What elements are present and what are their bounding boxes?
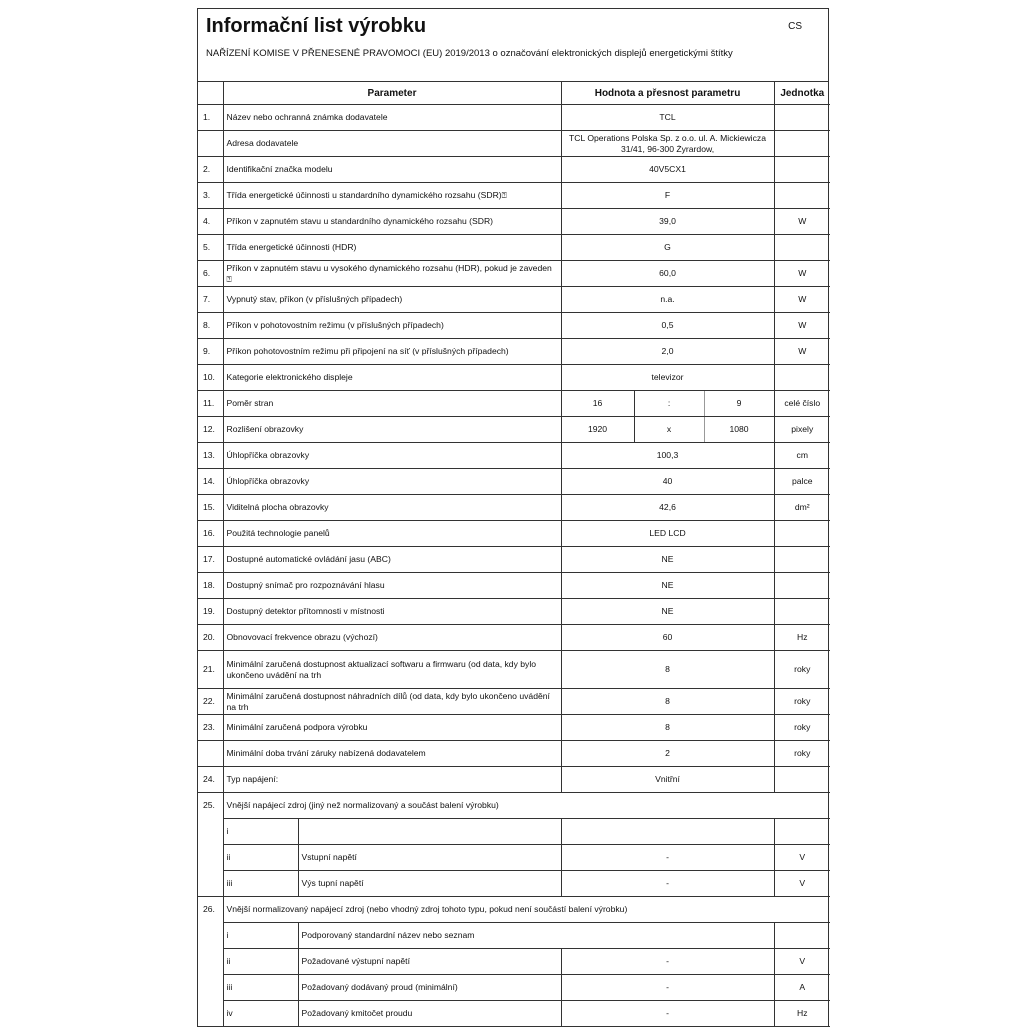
row-number: 12. [198, 417, 223, 443]
value-part: : [634, 391, 704, 417]
unit: roky [774, 651, 830, 689]
row-number: 13. [198, 443, 223, 469]
sub-row-value: - [561, 845, 774, 871]
table-row [198, 157, 830, 183]
group-header-row [198, 897, 830, 923]
unit: W [774, 261, 830, 287]
parameter-value: NE [561, 599, 774, 625]
row-number: 25. [198, 793, 223, 897]
table-row [198, 689, 830, 715]
parameter-label: Identifikační značka modelu [223, 157, 561, 183]
sub-row [198, 975, 830, 1001]
unit [774, 547, 830, 573]
table-row [198, 469, 830, 495]
row-number: 4. [198, 209, 223, 235]
unit-header: Jednotka [774, 82, 830, 105]
table-row [198, 339, 830, 365]
parameter-table [198, 82, 830, 1027]
row-number: 19. [198, 599, 223, 625]
unit [774, 521, 830, 547]
row-number: 17. [198, 547, 223, 573]
unit: A [774, 975, 830, 1001]
parameter-value: 100,3 [561, 443, 774, 469]
language-code: CS [788, 21, 802, 32]
parameter-label: Použitá technologie panelů [223, 521, 561, 547]
regulation-subtitle: NAŘÍZENÍ KOMISE V PŘENESENÉ PRAVOMOCI (EU) 2019/2013 o označování elektronických displejů energetickými štítky [206, 48, 733, 59]
row-number: 20. [198, 625, 223, 651]
sub-row [198, 819, 830, 845]
table-row [198, 105, 830, 131]
parameter-value: Vnitřní [561, 767, 774, 793]
parameter-label: Obnovovací frekvence obrazu (výchozí) [223, 625, 561, 651]
sub-row-numeral: iii [223, 975, 298, 1001]
parameter-value: NE [561, 547, 774, 573]
sub-row-value: - [561, 949, 774, 975]
parameter-value: NE [561, 573, 774, 599]
parameter-value: 8 [561, 715, 774, 741]
unit [774, 157, 830, 183]
row-number: 21. [198, 651, 223, 689]
value-part: 9 [704, 391, 774, 417]
row-number [198, 131, 223, 157]
value-header: Hodnota a přesnost parametru [561, 82, 774, 105]
sheet-header [198, 9, 828, 82]
unit: V [774, 845, 830, 871]
parameter-label: Třída energetické účinnosti u standardního dynamického rozsahu (SDR)⍰ [223, 183, 561, 209]
table-row [198, 391, 830, 417]
parameter-label: Poměr stran [223, 391, 561, 417]
parameter-label: Minimální zaručená dostupnost aktualizací softwaru a firmwaru (od data, kdy bylo ukončeno uvádění na trh [223, 651, 561, 689]
table-row [198, 741, 830, 767]
sub-row-value: - [561, 1001, 774, 1027]
sub-row-value: - [561, 975, 774, 1001]
sub-row-label: Požadovaný dodávaný proud (minimální) [298, 975, 561, 1001]
parameter-label: Název nebo ochranná známka dodavatele [223, 105, 561, 131]
row-number: 24. [198, 767, 223, 793]
row-number: 10. [198, 365, 223, 391]
unit: W [774, 339, 830, 365]
table-row [198, 625, 830, 651]
unit: Hz [774, 625, 830, 651]
parameter-label: Rozlišení obrazovky [223, 417, 561, 443]
table-row [198, 131, 830, 157]
parameter-value: 40V5CX1 [561, 157, 774, 183]
parameter-label: Úhlopříčka obrazovky [223, 443, 561, 469]
table-row [198, 547, 830, 573]
sub-row-numeral: i [223, 923, 298, 949]
unit: pixely [774, 417, 830, 443]
parameter-value: LED LCD [561, 521, 774, 547]
sub-row-numeral: ii [223, 845, 298, 871]
unit: V [774, 949, 830, 975]
sub-row-numeral: i [223, 819, 298, 845]
unit: celé číslo [774, 391, 830, 417]
unit: cm [774, 443, 830, 469]
sub-row [198, 1001, 830, 1027]
sub-row-numeral: iii [223, 871, 298, 897]
parameter-value: 2 [561, 741, 774, 767]
table-row [198, 715, 830, 741]
table-row [198, 287, 830, 313]
sub-row-numeral: iv [223, 1001, 298, 1027]
value-part: 1920 [561, 417, 634, 443]
value-part: x [634, 417, 704, 443]
parameter-value: 60 [561, 625, 774, 651]
sub-row-label: Podporovaný standardní název nebo seznam [298, 923, 774, 949]
sub-row [198, 845, 830, 871]
parameter-label: Úhlopříčka obrazovky [223, 469, 561, 495]
unit [774, 183, 830, 209]
unit: Hz [774, 1001, 830, 1027]
parameter-label: Minimální zaručená podpora výrobku [223, 715, 561, 741]
unit [774, 365, 830, 391]
value-part: 16 [561, 391, 634, 417]
row-number [198, 741, 223, 767]
group-label: Vnější normalizovaný napájecí zdroj (nebo vhodný zdroj tohoto typu, pokud není součástí balení výrobku) [223, 897, 830, 923]
unit [774, 573, 830, 599]
parameter-label: Třída energetické účinnosti (HDR) [223, 235, 561, 261]
table-row [198, 313, 830, 339]
table-row [198, 767, 830, 793]
unit [774, 599, 830, 625]
parameter-value: G [561, 235, 774, 261]
unit: roky [774, 689, 830, 715]
parameter-value: 40 [561, 469, 774, 495]
sub-row-value: - [561, 871, 774, 897]
table-row [198, 651, 830, 689]
unit [774, 923, 830, 949]
unit: V [774, 871, 830, 897]
unit: roky [774, 741, 830, 767]
sub-row [198, 871, 830, 897]
product-information-sheet [197, 8, 829, 1027]
parameter-label: Dostupný detektor přítomnosti v místnosti [223, 599, 561, 625]
table-row [198, 443, 830, 469]
parameter-value: 0,5 [561, 313, 774, 339]
parameter-value: 2,0 [561, 339, 774, 365]
parameter-label: Dostupný snímač pro rozpoznávání hlasu [223, 573, 561, 599]
row-number: 16. [198, 521, 223, 547]
table-header-row [198, 82, 830, 105]
sub-row [198, 923, 830, 949]
sub-row-numeral: ii [223, 949, 298, 975]
parameter-value: 8 [561, 651, 774, 689]
table-row [198, 495, 830, 521]
row-number: 8. [198, 313, 223, 339]
parameter-label: Příkon v zapnutém stavu u standardního dynamického rozsahu (SDR) [223, 209, 561, 235]
row-number: 15. [198, 495, 223, 521]
unit: W [774, 209, 830, 235]
row-number: 9. [198, 339, 223, 365]
parameter-value: 60,0 [561, 261, 774, 287]
parameter-label: Příkon v zapnutém stavu u vysokého dynamického rozsahu (HDR), pokud je zaveden ⍰ [223, 261, 561, 287]
table-row [198, 365, 830, 391]
row-number: 26. [198, 897, 223, 1027]
table-row [198, 417, 830, 443]
parameter-value: 8 [561, 689, 774, 715]
parameter-label: Typ napájení: [223, 767, 561, 793]
parameter-label: Příkon v pohotovostním režimu (v příslušných případech) [223, 313, 561, 339]
parameter-label: Viditelná plocha obrazovky [223, 495, 561, 521]
row-number: 6. [198, 261, 223, 287]
table-row [198, 235, 830, 261]
parameter-header: Parameter [223, 82, 561, 105]
parameter-label: Dostupné automatické ovládání jasu (ABC) [223, 547, 561, 573]
sub-row-label [298, 819, 561, 845]
row-number: 2. [198, 157, 223, 183]
row-number: 3. [198, 183, 223, 209]
group-label: Vnější napájecí zdroj (jiný než normalizovaný a součást balení výrobku) [223, 793, 830, 819]
row-number: 14. [198, 469, 223, 495]
table-row [198, 599, 830, 625]
sub-row-label: Požadované výstupní napětí [298, 949, 561, 975]
unit: dm² [774, 495, 830, 521]
unit [774, 235, 830, 261]
table-row [198, 573, 830, 599]
row-number: 18. [198, 573, 223, 599]
value-part: 1080 [704, 417, 774, 443]
parameter-value: F [561, 183, 774, 209]
parameter-label: Vypnutý stav, příkon (v příslušných případech) [223, 287, 561, 313]
parameter-label: Příkon pohotovostním režimu při připojení na síť (v příslušných případech) [223, 339, 561, 365]
table-row [198, 521, 830, 547]
parameter-value: 42,6 [561, 495, 774, 521]
row-number: 22. [198, 689, 223, 715]
unit: W [774, 287, 830, 313]
sub-row-label: Výs tupní napětí [298, 871, 561, 897]
unit [774, 131, 830, 157]
parameter-value: 39,0 [561, 209, 774, 235]
table-row [198, 209, 830, 235]
unit [774, 105, 830, 131]
unit [774, 819, 830, 845]
parameter-value: televizor [561, 365, 774, 391]
row-number: 11. [198, 391, 223, 417]
parameter-label: Adresa dodavatele [223, 131, 561, 157]
parameter-value: TCL [561, 105, 774, 131]
sub-row [198, 949, 830, 975]
row-number: 5. [198, 235, 223, 261]
sheet-title: Informační list výrobku [206, 15, 427, 37]
row-number: 1. [198, 105, 223, 131]
num-header [198, 82, 223, 105]
parameter-label: Minimální doba trvání záruky nabízená dodavatelem [223, 741, 561, 767]
parameter-value: n.a. [561, 287, 774, 313]
row-number: 7. [198, 287, 223, 313]
sub-row-label: Požadovaný kmitočet proudu [298, 1001, 561, 1027]
row-number: 23. [198, 715, 223, 741]
parameter-label: Minimální zaručená dostupnost náhradních dílů (od data, kdy bylo ukončeno uvádění na trh [223, 689, 561, 715]
table-row [198, 183, 830, 209]
unit [774, 767, 830, 793]
unit: W [774, 313, 830, 339]
sub-row-label: Vstupní napětí [298, 845, 561, 871]
unit: roky [774, 715, 830, 741]
sub-row-value [561, 819, 774, 845]
table-row [198, 261, 830, 287]
unit: palce [774, 469, 830, 495]
parameter-label: Kategorie elektronického displeje [223, 365, 561, 391]
group-header-row [198, 793, 830, 819]
parameter-value: TCL Operations Polska Sp. z o.o. ul. A. Mickiewicza 31/41, 96-300 Żyrardow, [561, 131, 774, 157]
